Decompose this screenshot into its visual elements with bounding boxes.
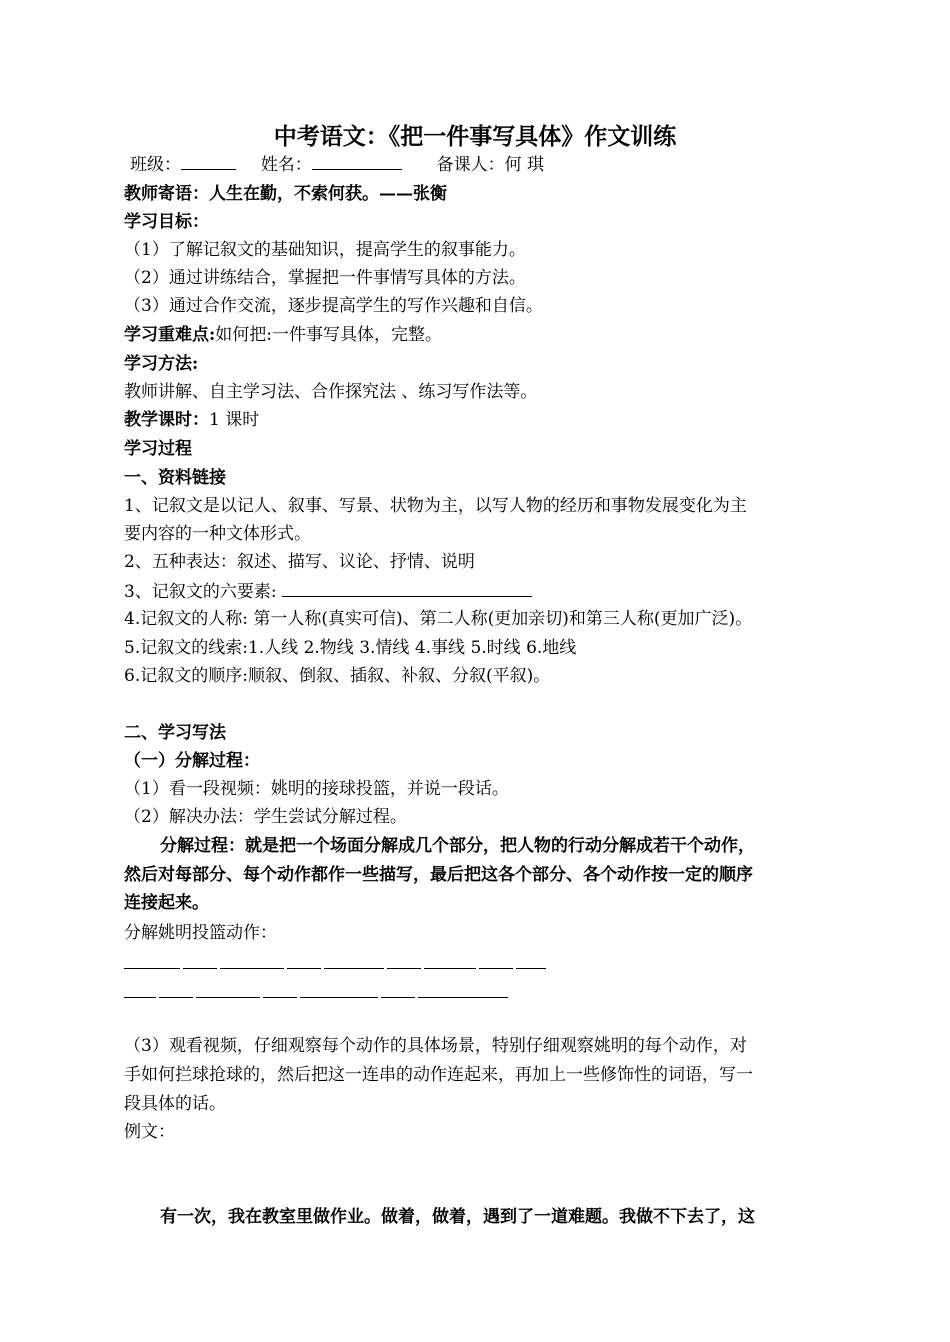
name-label: 姓名： — [260, 155, 312, 175]
section1-item: 2、五种表达：叙述、描写、议论、抒情、说明 — [124, 552, 475, 572]
definition-line: 分解过程：就是把一个场面分解成几个部分，把人物的行动分解成若干个动作， — [160, 836, 755, 856]
teacher-message: 教师寄语：人生在勤，不索何获。——张衡 — [124, 184, 447, 204]
sub1-item: （1）看一段视频：姚明的接球投篮，并说一段话。 — [124, 779, 509, 799]
definition-line: 连接起来。 — [124, 893, 209, 913]
method-heading: 学习方法: — [124, 354, 199, 374]
method-text: 教师讲解、自主学习法、合作探究法 、练习写作法等。 — [124, 382, 538, 402]
section1-item: 5.记叙文的线索:1.人线 2.物线 3.情线 4.事线 5.时线 6.地线 — [124, 638, 577, 658]
example-text: 有一次，我在教室里做作业。做着，做着，遇到了一道难题。我做不下去了，这 — [160, 1207, 755, 1227]
section2-heading: 二、学习写法 — [124, 723, 226, 743]
decompose-label: 分解姚明投篮动作： — [124, 923, 277, 943]
answer-blank — [324, 951, 384, 969]
class-blank — [181, 152, 236, 170]
sub1-heading: （一）分解过程： — [124, 751, 260, 771]
preparer-label: 备课人：何 琪 — [436, 155, 545, 175]
goal-item: （1）了解记叙文的基础知识，提高学生的叙事能力。 — [124, 240, 526, 260]
answer-blank — [424, 951, 476, 969]
answer-blank — [418, 980, 508, 998]
section1-item: 6.记叙文的顺序:顺叙、倒叙、插叙、补叙、分叙(平叙)。 — [124, 666, 551, 686]
page-title: 中考语文：《把一件事写具体》作文训练 — [273, 123, 677, 150]
answer-blank — [220, 951, 284, 969]
lesson-line — [124, 408, 259, 432]
example-label: 例文： — [124, 1122, 175, 1142]
item3-line: 段具体的话。 — [124, 1094, 226, 1114]
header-line — [130, 152, 544, 177]
process-heading: 学习过程 — [124, 439, 192, 459]
answer-blank — [124, 951, 180, 969]
decompose-blanks-row-1 — [124, 951, 546, 976]
name-blank — [312, 152, 402, 170]
answer-blank — [300, 980, 378, 998]
section1-item: 1、记叙文是以记人、叙事、写景、状物为主，以写人物的经历和事物发展变化为主 — [124, 496, 747, 516]
key-point-label: 学习重难点: — [124, 325, 216, 345]
section1-item-elements — [124, 579, 532, 604]
decompose-blanks-row-2 — [124, 980, 508, 1005]
class-label: 班级： — [130, 155, 181, 175]
section1-heading: 一、资料链接 — [124, 468, 226, 488]
lesson-value: 1 课时 — [209, 410, 260, 430]
key-point-line — [124, 323, 442, 347]
answer-blank — [516, 951, 546, 969]
elements-blank — [282, 579, 532, 597]
section1-item: 要内容的一种文体形式。 — [124, 524, 311, 544]
item3-line: （3）观看视频，仔细观察每个动作的具体场景，特别仔细观察姚明的每个动作，对 — [124, 1036, 747, 1056]
elements-label: 3、记叙文的六要素: — [124, 582, 282, 602]
section1-item: 4.记叙文的人称: 第一人称(真实可信)、第二人称(更加亲切)和第三人称(更加广泛)。 — [124, 609, 753, 629]
goals-heading: 学习目标： — [124, 212, 209, 232]
answer-blank — [196, 980, 260, 998]
definition-line: 然后对每部分、每个动作都作一些描写，最后把这各个部分、各个动作按一定的顺序 — [124, 865, 753, 885]
key-point-text: 如何把:一件事写具体，完整。 — [215, 325, 443, 345]
sub1-item: （2）解决办法：学生尝试分解过程。 — [124, 807, 407, 827]
goal-item: （3）通过合作交流，逐步提高学生的写作兴趣和自信。 — [124, 296, 543, 316]
goal-item: （2）通过讲练结合，掌握把一件事情写具体的方法。 — [124, 268, 526, 288]
item3-line: 手如何拦球抢球的，然后把这一连串的动作连起来，再加上一些修饰性的词语，写一 — [124, 1065, 753, 1085]
answer-blank — [124, 980, 156, 998]
lesson-label: 教学课时： — [124, 410, 209, 430]
